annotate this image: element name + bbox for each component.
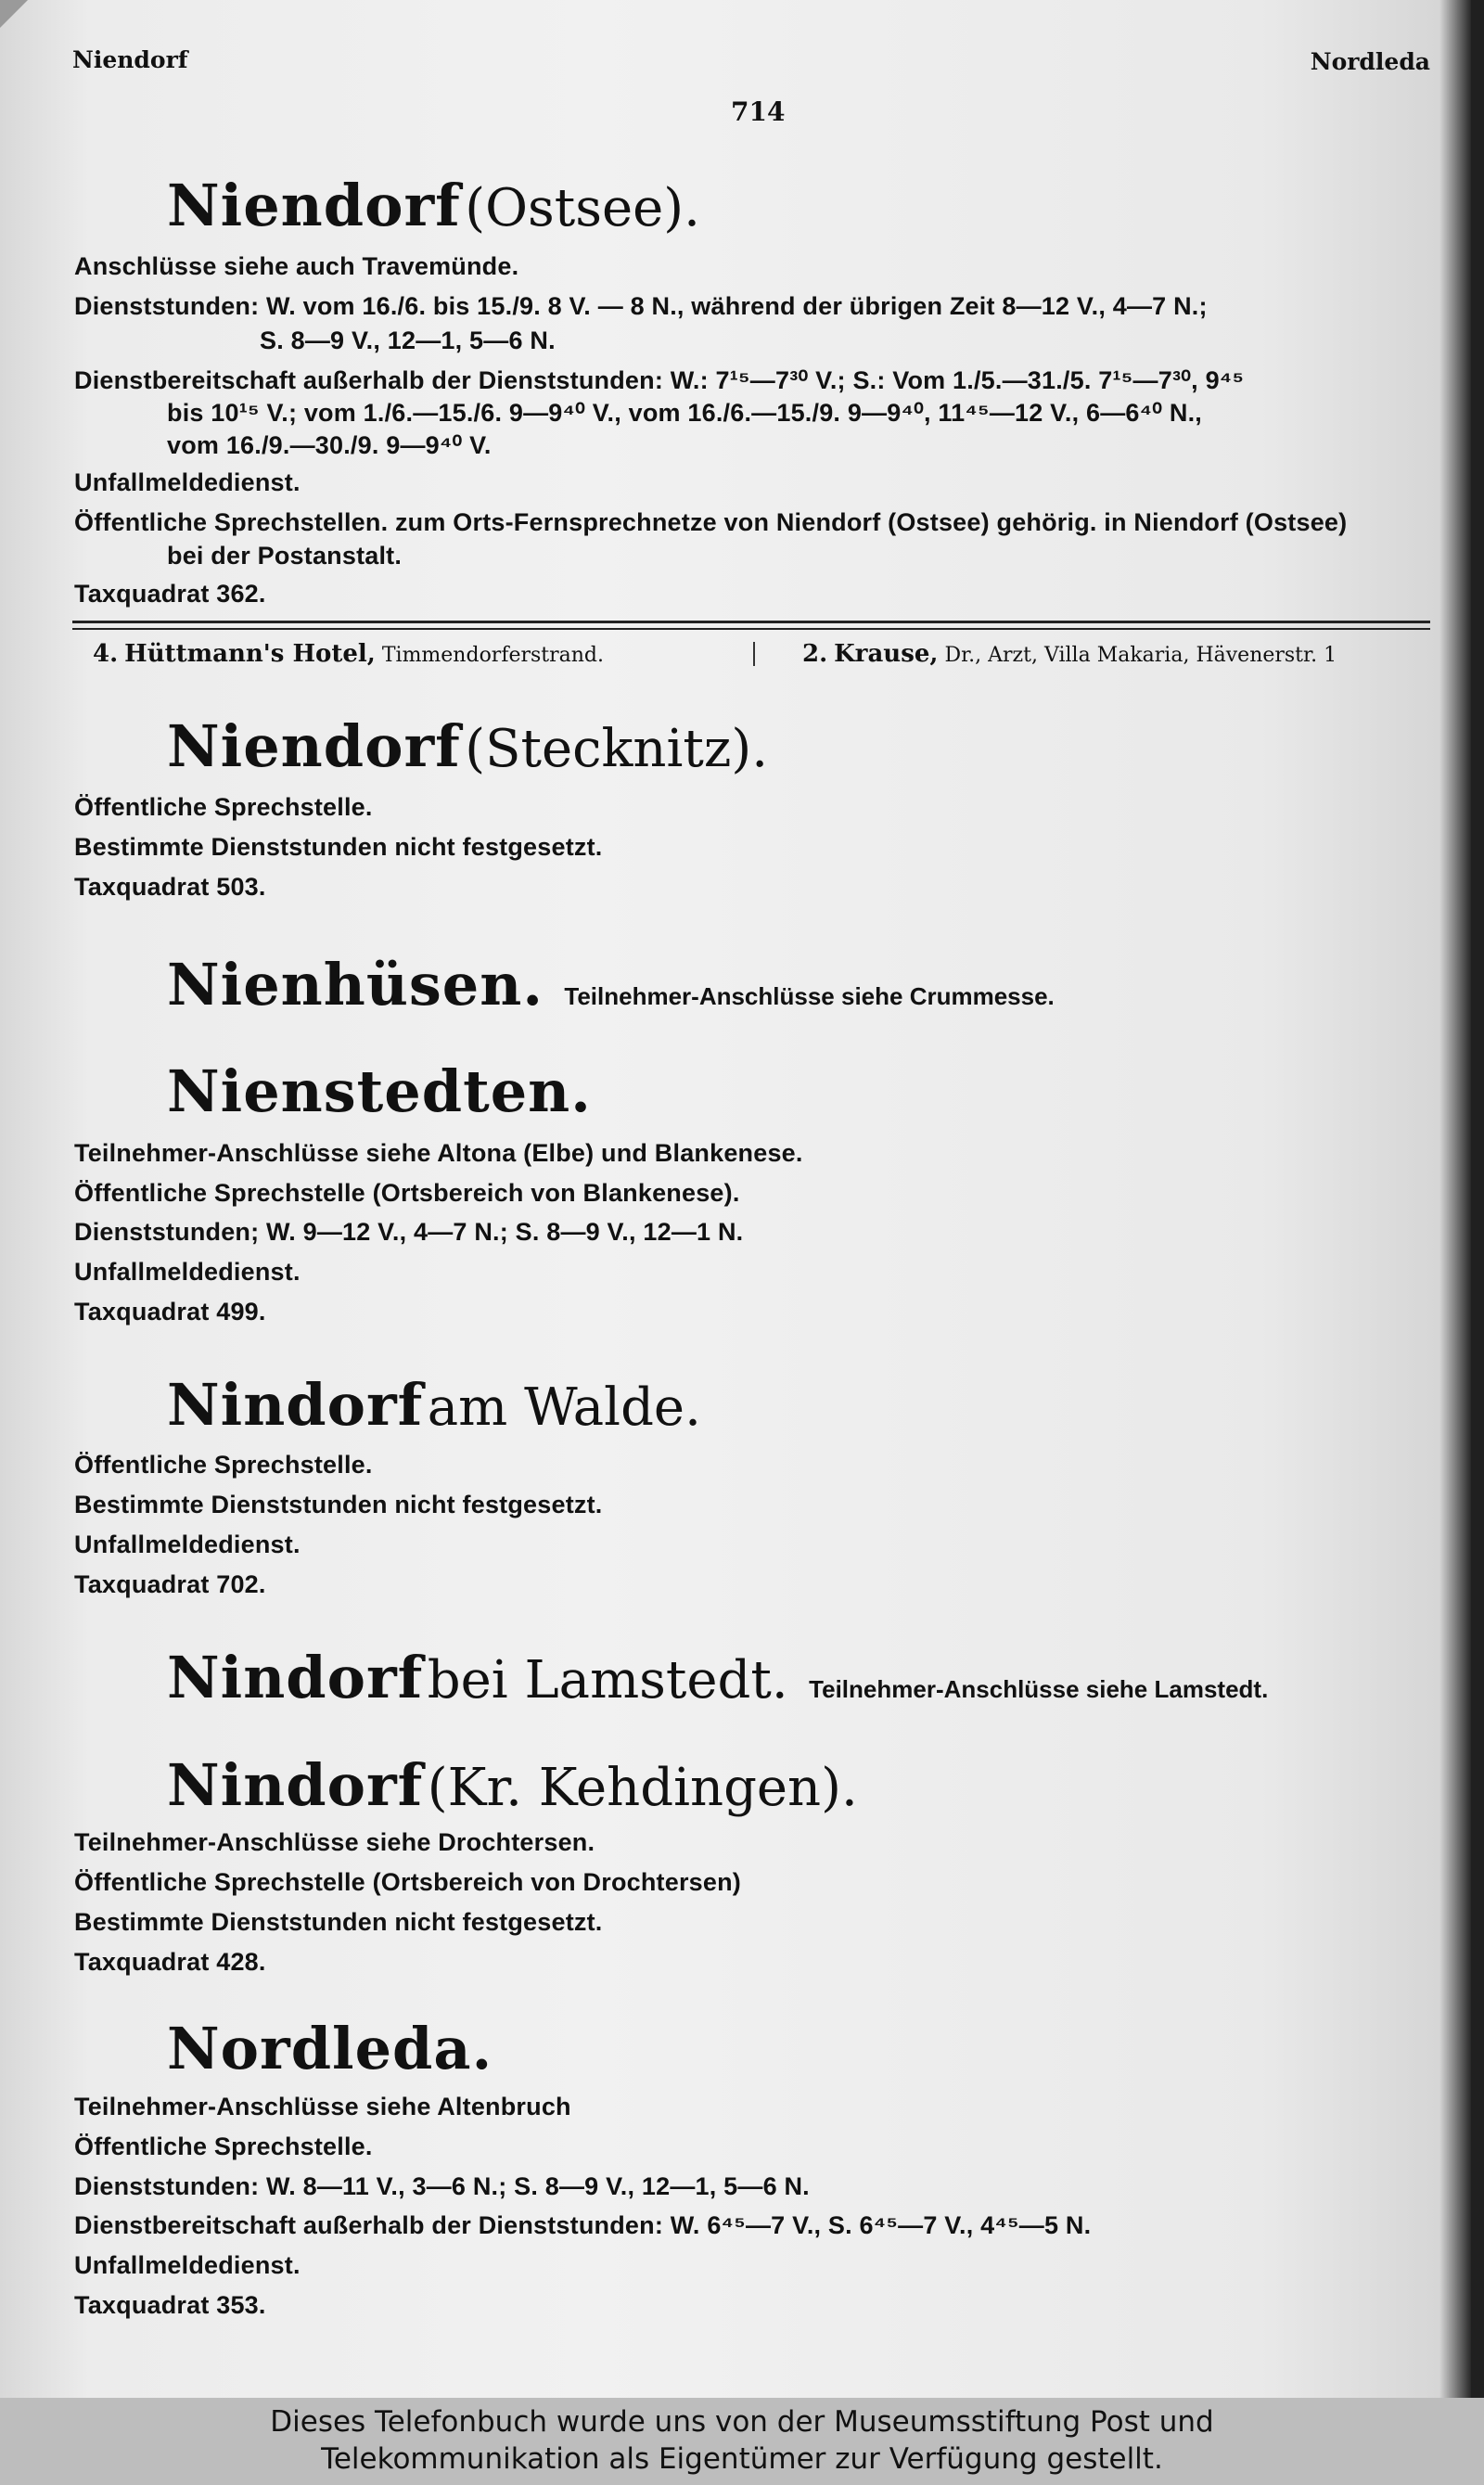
entry-line: Bestimmte Dienststunden nicht festgesetzt. — [74, 833, 603, 861]
entry-line: Dienstbereitschaft außerhalb der Dienststunden: W. 6⁴⁵—7 V., S. 6⁴⁵—7 V., 4⁴⁵—5 N. — [74, 2211, 1092, 2239]
entry-line: Teilnehmer-Anschlüsse siehe Drochtersen. — [74, 1828, 595, 1856]
entry-line: Bestimmte Dienststunden nicht festgesetzt. — [74, 1491, 603, 1518]
entry-title — [167, 2015, 493, 2082]
entry-line: Dienststunden: W. 8—11 V., 3—6 N.; S. 8—9 V., 12—1, 5—6 N. — [74, 2172, 810, 2200]
entry-title-bold: Nienhüsen. — [167, 951, 544, 1018]
subscriber-name: Krause, — [834, 640, 939, 668]
entry-line: Öffentliche Sprechstelle. — [74, 2133, 373, 2160]
entry-title-bold: Niendorf — [167, 172, 461, 239]
header-left: Niendorf — [72, 46, 188, 73]
entry-line: Dienststunden; W. 9—12 V., 4—7 N.; S. 8—9 V., 12—1 N. — [74, 1218, 744, 1246]
subscriber-row — [93, 640, 604, 668]
subscriber-row — [802, 640, 1337, 668]
subscriber-number: 2. — [802, 640, 828, 668]
page-edge-shadow — [1471, 0, 1484, 2398]
entry-line: Bestimmte Dienststunden nicht festgesetzt. — [74, 1908, 603, 1936]
divider-rule — [72, 628, 1430, 630]
provenance-line: Telekommunikation als Eigentümer zur Verfügung gestellt. — [321, 2442, 1163, 2476]
column-separator — [753, 642, 755, 666]
entry-line: Anschlüsse siehe auch Travemünde. — [74, 252, 519, 280]
entry-line: Unfallmeldedienst. — [74, 1531, 301, 1558]
entry-title-bold: Nindorf — [167, 1751, 424, 1819]
entry-title-side: Teilnehmer-Anschlüsse siehe Lamstedt. — [809, 1675, 1269, 1703]
entry-line: Taxquadrat 353. — [74, 2291, 266, 2319]
entry-title-side: Teilnehmer-Anschlüsse siehe Crummesse. — [564, 982, 1055, 1010]
entry-title — [167, 1644, 1268, 1711]
entry-line: Öffentliche Sprechstelle (Ortsbereich von Blankenese). — [74, 1179, 740, 1207]
entry-line: Taxquadrat 499. — [74, 1298, 266, 1326]
entry-line: Unfallmeldedienst. — [74, 468, 301, 496]
entry-title-bold: Nienstedten. — [167, 1057, 592, 1125]
entry-title-bold: Nindorf — [167, 1371, 424, 1439]
entry-line: S. 8—9 V., 12—1, 5—6 N. — [260, 327, 556, 354]
entry-line: Taxquadrat 702. — [74, 1570, 266, 1598]
entry-line: Öffentliche Sprechstelle. — [74, 1451, 373, 1479]
subscriber-info: Timmendorferstrand. — [381, 644, 605, 667]
entry-title-rest: am Walde. — [427, 1377, 701, 1438]
entry-line: Öffentliche Sprechstelle. — [74, 793, 373, 821]
entry-title — [167, 951, 1055, 1018]
entry-title-rest: (Stecknitz). — [465, 719, 769, 779]
entry-title-bold: Niendorf — [167, 712, 461, 780]
provenance-banner — [0, 2398, 1484, 2485]
entry-line: vom 16./9.—30./9. 9—9⁴⁰ V. — [167, 431, 492, 459]
entry-line: bei der Postanstalt. — [167, 542, 403, 570]
entry-line: Dienststunden: W. vom 16./6. bis 15./9. 8 V. — 8 N., während der übrigen Zeit 8—12 V., 4—7 N.; — [74, 292, 1208, 320]
entry-title — [167, 712, 768, 780]
subscriber-info: Dr., Arzt, Villa Makaria, Hävenerstr. 1 — [944, 644, 1337, 667]
entry-title-rest: (Kr. Kehdingen). — [427, 1758, 858, 1818]
provenance-line: Dieses Telefonbuch wurde uns von der Museumsstiftung Post und — [270, 2405, 1214, 2439]
entry-line: Dienstbereitschaft außerhalb der Dienststunden: W.: 7¹⁵—7³⁰ V.; S.: Vom 1./5.—31./5. 7¹⁵—7³⁰, 9⁴⁵ — [74, 366, 1245, 394]
entry-title — [167, 1751, 858, 1819]
entry-line: Teilnehmer-Anschlüsse siehe Altona (Elbe) und Blankenese. — [74, 1139, 803, 1167]
entry-title — [167, 1057, 592, 1125]
entry-title-bold: Nindorf — [167, 1644, 424, 1711]
entry-line: Öffentliche Sprechstelle (Ortsbereich von Drochtersen) — [74, 1868, 741, 1896]
entry-title — [167, 1371, 701, 1439]
entry-line: bis 10¹⁵ V.; vom 1./6.—15./6. 9—9⁴⁰ V., vom 16./6.—15./9. 9—9⁴⁰, 11⁴⁵—12 V., 6—6⁴⁰ N., — [167, 399, 1202, 427]
entry-line: Öffentliche Sprechstellen. zum Orts-Fernsprechnetze von Niendorf (Ostsee) gehörig. in Niendorf (Ostsee) — [74, 508, 1348, 536]
entry-line: Taxquadrat 362. — [74, 580, 266, 608]
header-right: Nordleda — [1310, 48, 1430, 75]
entry-title-rest: (Ostsee). — [465, 178, 700, 238]
entry-title — [167, 172, 700, 239]
entry-title-rest: bei Lamstedt. — [427, 1650, 788, 1710]
entry-line: Taxquadrat 428. — [74, 1948, 266, 1976]
entry-line: Teilnehmer-Anschlüsse siehe Altenbruch — [74, 2093, 571, 2120]
subscriber-number: 4. — [93, 640, 119, 668]
subscriber-name: Hüttmann's Hotel, — [124, 640, 376, 668]
entry-title-bold: Nordleda. — [167, 2015, 493, 2082]
page-corner-fold — [0, 0, 28, 28]
entry-line: Unfallmeldedienst. — [74, 1258, 301, 1286]
entry-line: Taxquadrat 503. — [74, 873, 266, 901]
divider-rule — [72, 621, 1430, 623]
entry-line: Unfallmeldedienst. — [74, 2251, 301, 2279]
page-number: 714 — [731, 96, 786, 127]
